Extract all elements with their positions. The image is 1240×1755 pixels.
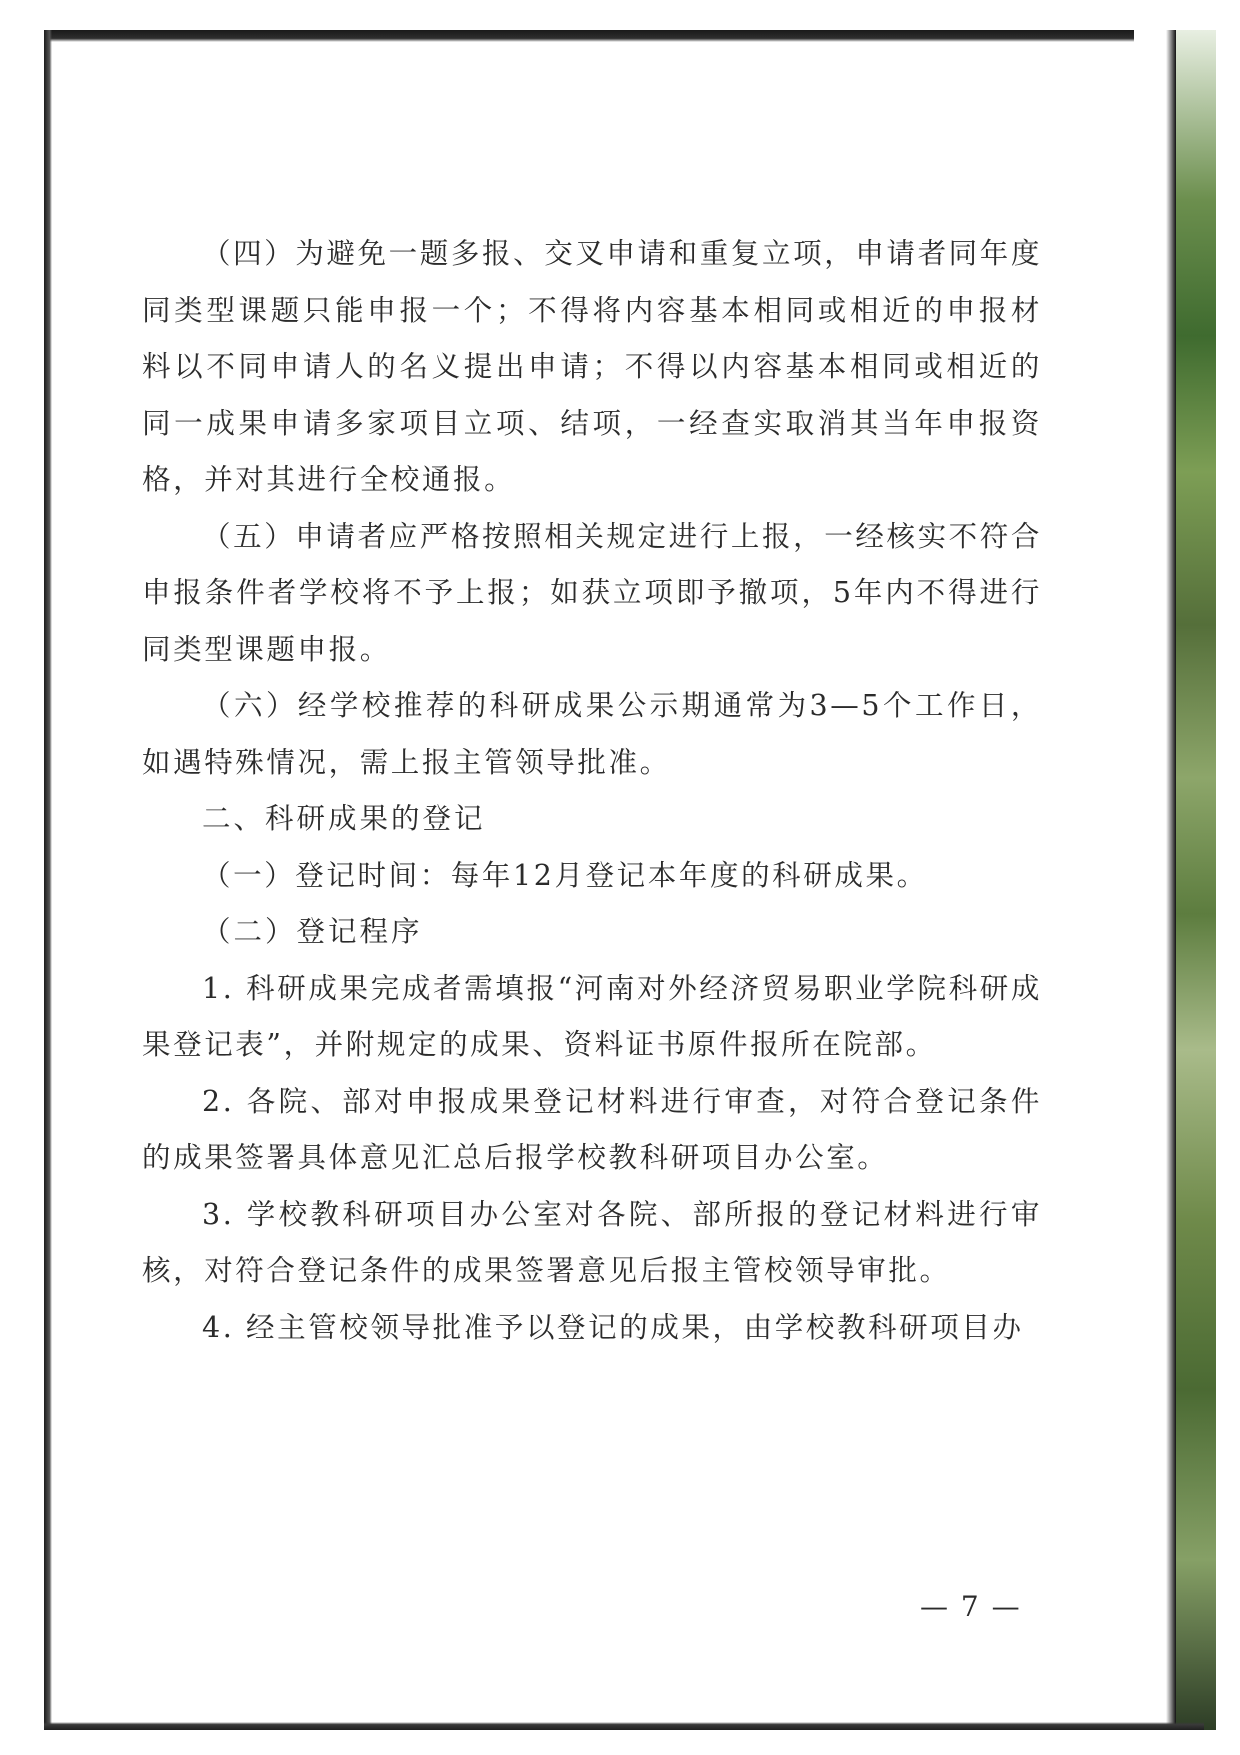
- page-number: — 7 —: [920, 1590, 1022, 1623]
- paragraph-registration-procedure: （二）登记程序: [202, 915, 423, 948]
- procedure-step-1: 1. 科研成果完成者需填报“河南对外经济贸易职业学院科研成果登记表”，并附规定的成果、资料证书原件报所在院部。: [142, 971, 1042, 1061]
- paragraph-5: （五）申请者应严格按照相关规定进行上报，一经核实不符合申报条件者学校将不予上报；如获立项即予撤项，5年内不得进行同类型课题申报。: [142, 519, 1042, 666]
- procedure-step-3: 3. 学校教科研项目办公室对各院、部所报的登记材料进行审核，对符合登记条件的成果签署意见后报主管校领导审批。: [142, 1197, 1042, 1287]
- scan-left-edge: [44, 30, 52, 1730]
- paragraph-4: （四）为避免一题多报、交叉申请和重复立项，申请者同年度同类型课题只能申报一个；不得将内容基本相同或相近的申报材料以不同申请人的名义提出申请；不得以内容基本相同或相近的同一成果申请多家项目立项、结项，一经查实取消其当年申报资格，并对其进行全校通报。: [142, 237, 1042, 496]
- procedure-step-2: 2. 各院、部对申报成果登记材料进行审查，对符合登记条件的成果签署具体意见汇总后报学校教科研项目办公室。: [142, 1084, 1042, 1174]
- procedure-step-4: 4. 经主管校领导批准予以登记的成果，由学校教科研项目办: [202, 1310, 1024, 1344]
- section-heading-registration: 二、科研成果的登记: [202, 802, 486, 835]
- scan-right-shadow: [1166, 30, 1176, 1730]
- paragraph-registration-time: （一）登记时间：每年12月登记本年度的科研成果。: [202, 858, 928, 892]
- paragraph-6: （六）经学校推荐的科研成果公示期通常为3—5个工作日，如遇特殊情况，需上报主管领导批准。: [142, 689, 1042, 779]
- scan-top-edge: [44, 30, 1134, 42]
- document-body: [142, 226, 1042, 1356]
- scan-background-strip: [1176, 30, 1216, 1730]
- scan-bottom-edge: [44, 1722, 1204, 1730]
